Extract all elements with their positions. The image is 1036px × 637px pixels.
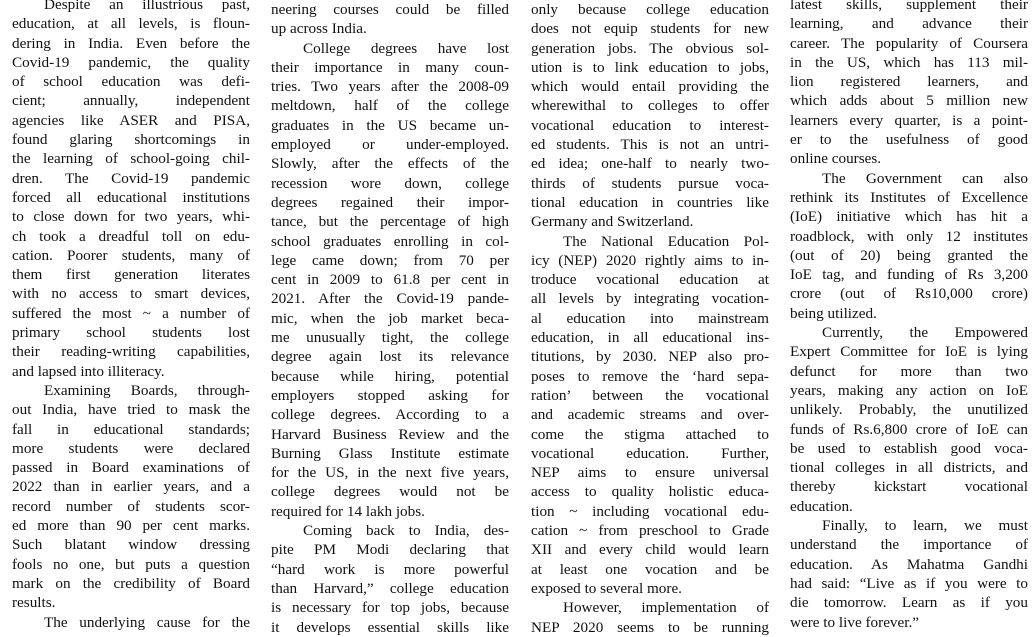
text-line: at least one vocation and be	[531, 560, 769, 578]
text-line: XII and every child would learn	[531, 541, 769, 559]
text-line: be used to establish good voca-	[790, 439, 1028, 457]
text-line: education.	[790, 497, 853, 515]
text-line: NEP aims to ensure universal	[531, 464, 769, 482]
text-line: “hard work is more powerful	[271, 560, 509, 578]
text-line: understand the importance of	[790, 536, 1028, 554]
text-line: tional education in countries like	[531, 193, 769, 211]
text-line: troduce vocational education at	[531, 271, 769, 289]
text-line: fall in educational standards;	[12, 420, 250, 438]
text-line: education, in all educational ins-	[531, 329, 769, 347]
text-line: for the US, in the next five years,	[271, 464, 509, 482]
text-line: access to quality holistic educa-	[531, 483, 769, 501]
text-line: the learning of school-going chil-	[12, 150, 250, 168]
text-line: education, at all levels, is floun-	[12, 15, 250, 33]
text-line: out India, have tried to mask the	[12, 401, 250, 419]
text-line: school graduates enrolling in col-	[271, 232, 509, 250]
article-column-1	[12, 0, 250, 631]
text-line: dren. The Covid-19 pandemic	[12, 169, 250, 187]
text-line: wherewithal to colleges to offer	[531, 97, 769, 115]
text-line: vocational education to interest-	[531, 116, 769, 134]
text-line: employed or under-employed.	[271, 136, 509, 154]
text-line: al education into mainstream	[531, 309, 769, 327]
text-line: ed students. This is not an untri-	[531, 136, 769, 154]
text-line: er to the usefulness of good	[790, 131, 1028, 149]
text-line: tance, but the percentage of high	[271, 213, 509, 231]
text-line: The underlying cause for the	[44, 613, 250, 631]
text-line: agencies like ASER and PISA,	[12, 111, 250, 129]
text-line: ed idea; one-half to nearly two-	[531, 155, 769, 173]
text-line: cient; annually, independent	[12, 92, 250, 110]
text-line: cent in 2009 to 61.8 per cent in	[271, 271, 509, 289]
text-line: Germany and Switzerland.	[531, 213, 694, 231]
text-line: cation ~ from preschool to Grade	[531, 522, 769, 540]
text-line: However, implementation of	[563, 599, 769, 617]
text-line: were to live forever.”	[790, 613, 920, 631]
text-line: learning, and advance their	[790, 15, 1028, 33]
text-line: suffered the most ~ a number of	[12, 304, 250, 322]
text-line: college degrees would not be	[271, 483, 509, 501]
text-line: Slowly, after the effects of the	[271, 155, 509, 173]
text-line: with no access to smart devices,	[12, 285, 250, 303]
text-line: funds of Rs.6,800 crore of IoE can	[790, 420, 1028, 438]
text-line: and lapsed into illiteracy.	[12, 362, 165, 380]
text-line: required for 14 lakh jobs.	[271, 502, 425, 520]
text-line: Burning Glass Institute estimate	[271, 444, 509, 462]
article-column-2	[271, 0, 509, 636]
text-line: Expert Committee for IoE is lying	[790, 343, 1028, 361]
text-line: all levels by integrating vocation-	[531, 290, 769, 308]
text-line: Examining Boards, through-	[44, 381, 250, 399]
text-line: tries. Two years after the 2008-09	[271, 78, 509, 96]
text-line: found glaring shortcomings in	[12, 131, 250, 149]
text-line: NEP 2020 seems to be running	[531, 618, 769, 636]
text-line: roadblock, with only 12 institutes	[790, 227, 1028, 245]
article-column-3	[531, 0, 769, 636]
text-line: (IoE) initiative which has hit a	[790, 208, 1028, 226]
text-line: had said: “Live as if you were to	[790, 574, 1028, 592]
text-line: Covid-19 pandemic, the quality	[12, 53, 250, 71]
text-line: ration’ between the vocational	[531, 386, 769, 404]
text-line: latest skills, supplement their	[790, 0, 1028, 13]
text-line: recession wore down, college	[271, 174, 509, 192]
text-line: tion ~ including vocational edu-	[531, 502, 769, 520]
text-line: me unusually tight, the college	[271, 329, 509, 347]
text-line: passed in Board examinations of	[12, 459, 250, 477]
text-line: (out of 20) being granted the	[790, 246, 1028, 264]
text-line: poses to remove the ‘hard sepa-	[531, 367, 769, 385]
text-line: crore (out of Rs10,000 crore)	[790, 285, 1028, 303]
text-line: tional colleges in all districts, and	[790, 459, 1028, 477]
text-line: learners every quarter, is a point-	[790, 111, 1028, 129]
text-line: titutions, by 2030. NEP also pro-	[531, 348, 769, 366]
text-line: fools no one, but puts a question	[12, 555, 250, 573]
text-line: Despite an illustrious past,	[44, 0, 250, 13]
text-line: exposed to several more.	[531, 579, 682, 597]
text-line: forced all educational institutions	[12, 188, 250, 206]
text-line: mark on the credibility of Board	[12, 574, 250, 592]
text-line: icy (NEP) 2020 rightly aims to in-	[531, 251, 769, 269]
text-line: generation jobs. The obvious sol-	[531, 39, 769, 57]
text-line: unlikely. Probably, the unutilized	[790, 401, 1028, 419]
text-line: vocational education. Further,	[531, 444, 769, 462]
text-line: Such blatant window dressing	[12, 536, 250, 554]
text-line: rethink its Institutes of Excellence	[790, 188, 1028, 206]
text-line: which adds about 5 million new	[790, 92, 1028, 110]
text-line: primary school students lost	[12, 324, 250, 342]
text-line: career. The popularity of Coursera	[790, 34, 1028, 52]
text-line: dering in India. Even before the	[12, 34, 250, 52]
text-line: Harvard Business Review and the	[271, 425, 509, 443]
text-line: lion registered learners, and	[790, 73, 1028, 91]
text-line: meltdown, half of the college	[271, 97, 509, 115]
text-line: online courses.	[790, 150, 882, 168]
text-line: degree again lost its relevance	[271, 348, 509, 366]
text-line: come the stigma attached to	[531, 425, 769, 443]
text-line: is necessary for top jobs, because	[271, 599, 509, 617]
text-line: up across India.	[271, 20, 367, 38]
text-line: The Government can also	[822, 169, 1028, 187]
text-line: 2022 than in earlier years, and a	[12, 478, 250, 496]
text-line: degrees regained their impor-	[271, 193, 509, 211]
text-line: because while hiring, potential	[271, 367, 509, 385]
text-line: IoE tag, and funding of Rs 3,200	[790, 266, 1028, 284]
text-line: thirds of students pursue voca-	[531, 174, 769, 192]
text-line: it develops essential skills like	[271, 618, 509, 636]
text-line: does not equip students for new	[531, 20, 769, 38]
text-line: 2021. After the Covid-19 pande-	[271, 290, 509, 308]
text-line: defunct for more than two	[790, 362, 1028, 380]
text-line: college degrees. According to a	[271, 406, 509, 424]
text-line: in the US, which has 113 mil-	[790, 53, 1028, 71]
text-line: The National Education Pol-	[563, 232, 769, 250]
text-line: results.	[12, 594, 56, 612]
text-line: cation. Poorer students, many of	[12, 246, 250, 264]
text-line: employers stopped asking for	[271, 386, 509, 404]
text-line: more students were declared	[12, 439, 250, 457]
text-line: Currently, the Empowered	[822, 324, 1028, 342]
text-line: die tomorrow. Learn as if you	[790, 594, 1028, 612]
text-line: ed more than 90 per cent marks.	[12, 517, 250, 535]
text-line: graduates in the US became un-	[271, 116, 509, 134]
text-line: Coming back to India, des-	[303, 522, 509, 540]
text-line: pite PM Modi declaring that	[271, 541, 509, 559]
text-line: their importance in many coun-	[271, 58, 509, 76]
text-line: being utilized.	[790, 304, 877, 322]
text-line: lege came down; from 70 per	[271, 251, 509, 269]
text-line: which would entail providing the	[531, 78, 769, 96]
text-line: mic, when the job market beca-	[271, 309, 509, 327]
article-column-4	[790, 0, 1028, 631]
text-line: education. As Mahatma Gandhi	[790, 555, 1028, 573]
text-line: ch took a dreadful toll on edu-	[12, 227, 250, 245]
text-line: them first generation literates	[12, 266, 250, 284]
text-line: Finally, to learn, we must	[822, 517, 1028, 535]
text-line: and academic streams and over-	[531, 406, 769, 424]
text-line: of school education was defi-	[12, 73, 250, 91]
text-line: ution is to link education to jobs,	[531, 58, 769, 76]
text-line: years, making any action on IoE	[790, 381, 1028, 399]
text-line: thereby kickstart vocational	[790, 478, 1028, 496]
text-line: College degrees have lost	[303, 39, 509, 57]
text-line: than Harvard,” college education	[271, 579, 509, 597]
text-line: record number of students scor-	[12, 497, 250, 515]
text-line: only because college education	[531, 1, 769, 18]
text-line: their reading-writing capabilities,	[12, 343, 250, 361]
text-line: neering courses could be filled	[271, 1, 509, 18]
text-line: to close down for two years, whi-	[12, 208, 250, 226]
